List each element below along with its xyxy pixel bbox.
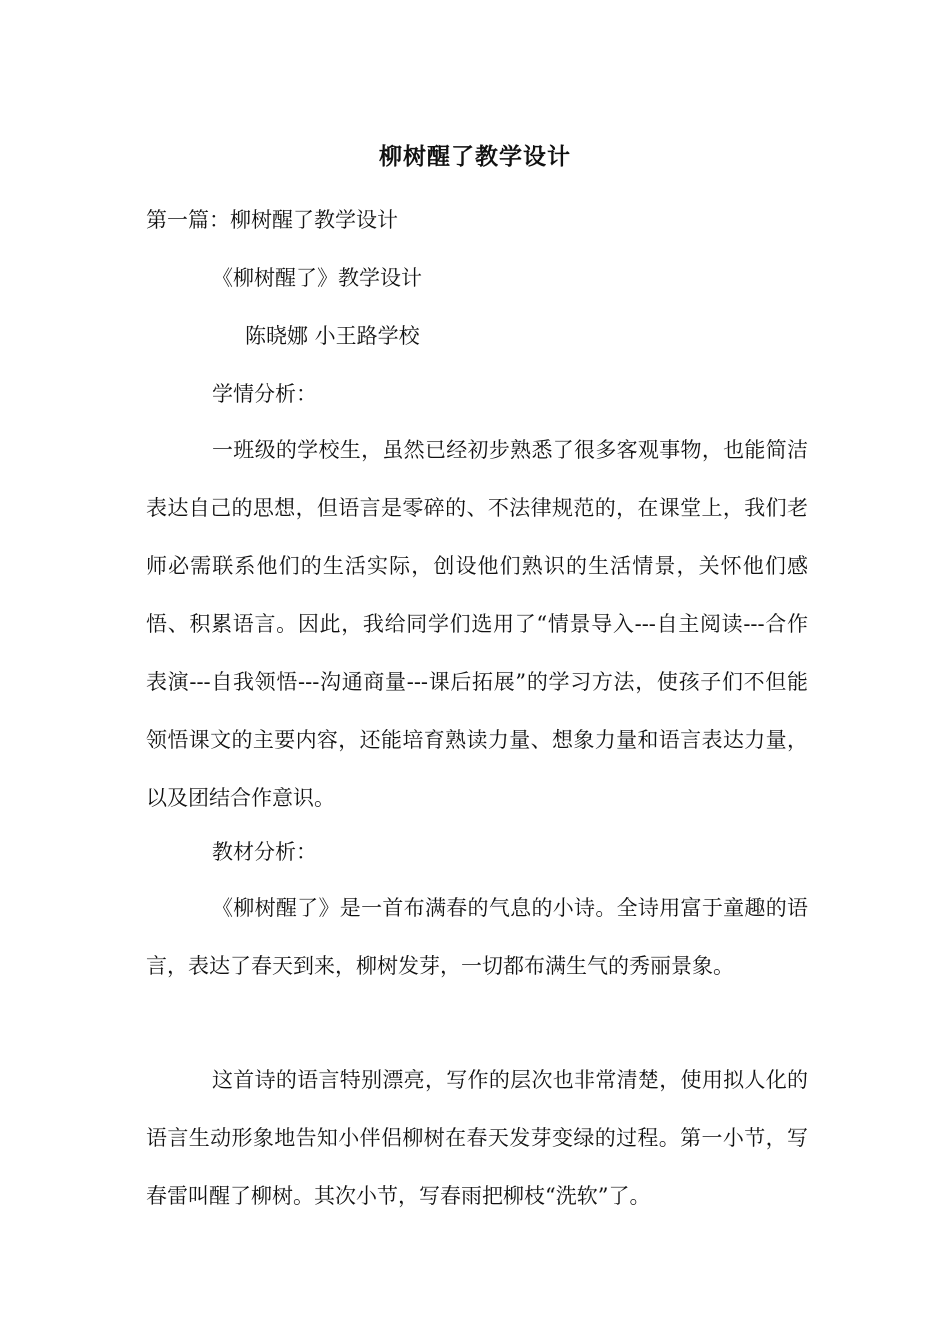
document-title: 柳树醒了教学设计 [379,143,571,170]
learning-analysis-paragraph: 一班级的学校生，虽然已经初步熟悉了很多客观事物，也能简洁表达自己的思想，但语言是零碎的、不法律规范的，在课堂上，我们老师必需联系他们的生活实际，创设他们熟识的生活情景，关怀他们感悟、积累语言。因此，我给同学们选用了“情景导入---自主阅读---合作表演---自我领悟---沟通商量---课后拓展”的学习方法，使孩子们不但能领悟课文的主要内容，还能培育熟读力量、想象力量和语言表达力量，以及团结合作意识。 [146,438,808,810]
material-analysis-paragraph-1: 《柳树醒了》是一首布满春的气息的小诗。全诗用富于童趣的语言，表达了春天到来，柳树发芽，一切都布满生气的秀丽景象。 [146,896,808,978]
author-line: 陈晓娜 小王路学校 [245,324,420,348]
learning-analysis-heading: 学情分析： [212,382,317,406]
material-analysis-heading: 教材分析： [212,840,317,864]
material-analysis-paragraph-2: 这首诗的语言特别漂亮，写作的层次也非常清楚，使用拟人化的语言生动形象地告知小伴侣柳树在春天发芽变绿的过程。第一小节，写春雷叫醒了柳树。其次小节，写春雨把柳枝“洗软”了。 [146,1068,808,1208]
lesson-subtitle: 《柳树醒了》教学设计 [212,266,422,290]
chapter-heading: 第一篇：柳树醒了教学设计 [146,208,398,232]
